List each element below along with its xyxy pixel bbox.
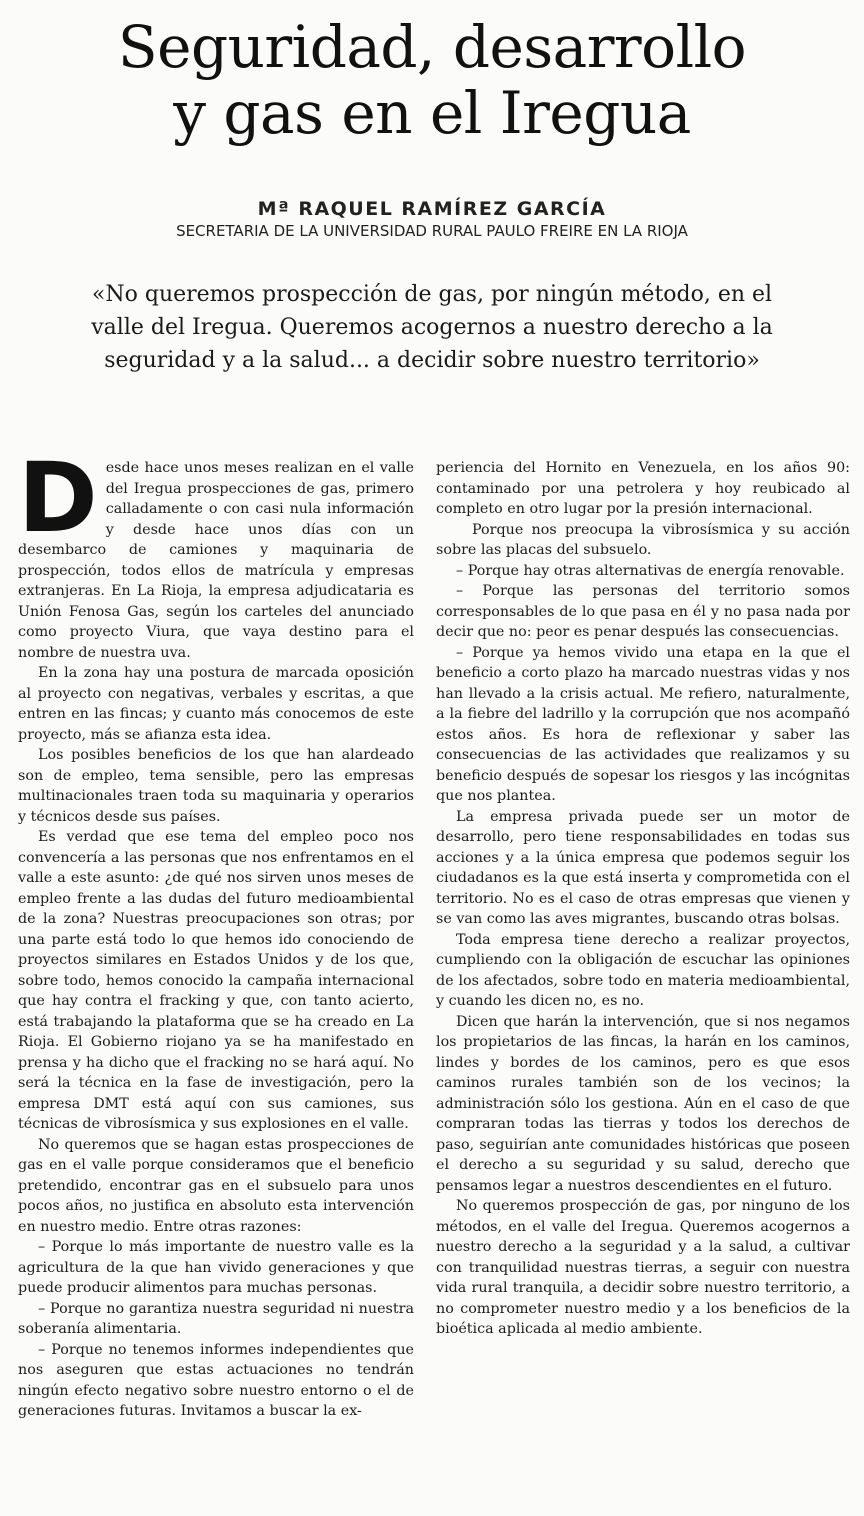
body-paragraph: – Porque hay otras alternativas de energía renovable. [456, 562, 845, 579]
article-title [0, 14, 864, 146]
body-column-left [18, 442, 414, 1422]
body-paragraph: periencia del Hornito en Venezuela, en los años 90: contaminado por una petrolera y hoy reubicado al completo en otro lugar por la presión internacional. [436, 460, 850, 517]
body-paragraph: La empresa privada puede ser un motor de desarrollo, pero tiene responsabilidades en todas sus acciones y a la única empresa que podemos seguir los ciudadanos es la que está inserta y comprometida con el territorio. No es el caso de otras empresas que vienen y se van como las aves migrantes, buscando otras bolsas. [436, 808, 850, 927]
body-paragraph: Dicen que harán la intervención, que si nos negamos los propietarios de las fincas, la harán en los caminos, lindes y bordes de los caminos, pero es que esos caminos rurales también son de los vecinos; la administración sólo los gestiona. Aún en el caso de que compraran todas las tierras y todos los derechos de paso, seguirían ante comunidades históricas que poseen el derecho a su seguridad y su salud, derecho que pensamos legar a nuestros descendientes en el futuro. [436, 1013, 850, 1194]
author-role: SECRETARIA DE LA UNIVERSIDAD RURAL PAULO FREIRE EN LA RIOJA [176, 222, 688, 240]
pull-quote-line: valle del Iregua. Queremos acogernos a nuestro derecho a la [91, 315, 773, 340]
pull-quote-line: «No queremos prospección de gas, por ningún método, en el [91, 282, 773, 307]
body-column-right [436, 458, 850, 1340]
body-paragraph: En la zona hay una postura de marcada oposición al proyecto con negativas, verbales y escritas, a que entren en las fincas; y cuanto más conocemos de este proyecto, más se afianza esta idea. [18, 665, 414, 743]
body-paragraph: No queremos prospección de gas, por ninguno de los métodos, en el valle del Iregua. Queremos acogernos a nuestro derecho a la seguridad y a la salud, a cultivar con tranquilidad nuestras tierras, a seguir con nuestra vida rural tranquila, a decidir sobre nuestro territorio, a no comprometer nuestro medio y a los beneficios de la bioética aplicada al medio ambiente. [436, 1198, 850, 1337]
paragraph-text: esde hace unos meses realizan en el valle del Iregua prospecciones de gas, primero calladamente o con casi nula información y desde hace unos días con un desembarco de camiones y maquinaria de prospección, todos ellos de matrícula y empresas extranjeras. En La Rioja, la empresa adjudicataria es Unión Fenosa Gas, según los carteles del anunciado como proyecto Viura, que vaya destino para el nombre de nuestra uva. [18, 460, 414, 661]
title-line: y gas en el Iregua [173, 79, 691, 147]
body-paragraph [18, 442, 414, 663]
body-paragraph: – Porque lo más importante de nuestro valle es la agricultura de la que han vivido generaciones y que puede producir alimentos para muchas personas. [18, 1239, 414, 1296]
drop-cap: D [18, 442, 98, 554]
body-paragraph: – Porque no tenemos informes independientes que nos aseguren que estas actuaciones no tendrán ningún efecto negativo sobre nuestro entorno o el de generaciones futuras. Invitamos a buscar la ex- [18, 1341, 414, 1419]
body-paragraph: – Porque ya hemos vivido una etapa en la que el beneficio a corto plazo ha marcado nuestras vidas y nos han llevado a la crisis actual. Me refiero, naturalmente, a la fiebre del ladrillo y la corrupción que nos acompañó estos años. Es hora de reflexionar y saber las consecuencias de las actividades que realizamos y su beneficio después de sopesar los riesgos y las incógnitas que nos plantea. [436, 644, 850, 804]
body-paragraph: Toda empresa tiene derecho a realizar proyectos, cumpliendo con la obligación de escuchar las opiniones de los afectados, sobre todo en materia medioambiental, y cuando les dicen no, es no. [436, 931, 850, 1009]
author-name: Mª RAQUEL RAMÍREZ GARCÍA [257, 198, 607, 220]
title-line: Seguridad, desarrollo [117, 13, 747, 81]
body-paragraph: Porque nos preocupa la vibrosísmica y su acción sobre las placas del subsuelo. [436, 521, 850, 558]
body-paragraph: – Porque las personas del territorio somos corresponsables de lo que pasa en él y no pasa nada por decir que no: peor es penar después las consecuencias. [436, 583, 850, 640]
body-paragraph: Es verdad que ese tema del empleo poco nos convencería a las personas que nos enfrentamos en el valle a este asunto: ¿de qué nos sirven unos meses de empleo frente a las dudas del futuro medioambiental de la zona? Nuestras preocupaciones son otras; por una parte está todo lo que hemos ido conociendo de proyectos similares en Estados Unidos y de los que, sobre todo, hemos conocido la campaña internacional que hay contra el fracking y que, con tanto acierto, está trabajando la plataforma que se ha creado en La Rioja. El Gobierno riojano ya se ha manifestado en prensa y ha dicho que el fracking no se hará aquí. No será la técnica en la fase de investigación, pero la empresa DMT está aquí con sus camiones, sus técnicas de vibrosísmica y sus explosiones en el valle. [18, 829, 414, 1132]
body-paragraph: No queremos que se hagan estas prospecciones de gas en el valle porque consideramos que el beneficio pretendido, encontrar gas en el subsuelo para unos pocos años, no justifica en absoluto esta intervención en nuestro medio. Entre otras razones: [18, 1136, 414, 1235]
pull-quote [40, 278, 824, 377]
body-paragraph: Los posibles beneficios de los que han alardeado son de empleo, tema sensible, pero las empresas multinacionales traen toda su maquinaria y operarios y técnicos desde sus países. [18, 747, 414, 825]
body-paragraph: – Porque no garantiza nuestra seguridad ni nuestra soberanía alimentaria. [18, 1300, 414, 1337]
pull-quote-line: seguridad y a la salud... a decidir sobre nuestro territorio» [104, 348, 760, 373]
